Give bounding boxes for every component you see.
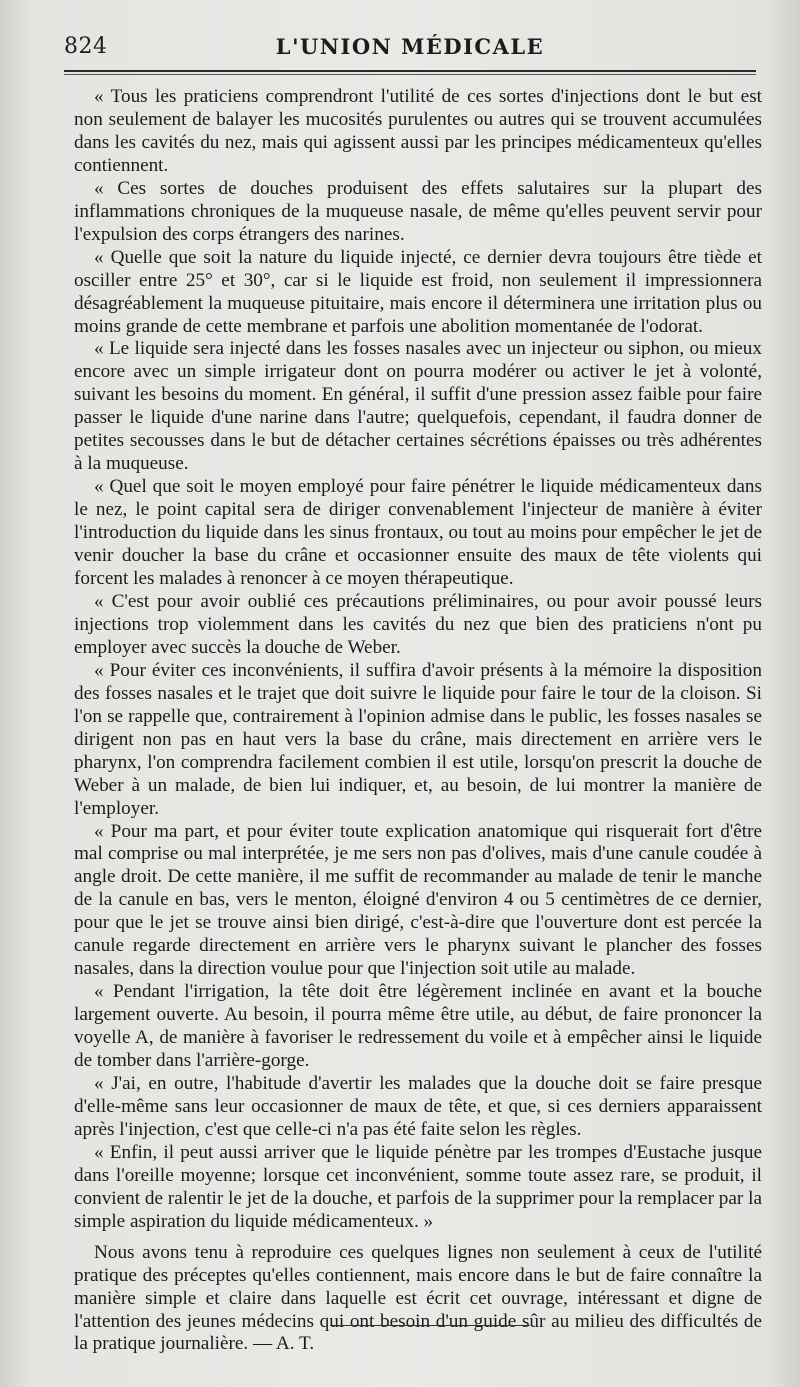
- paragraph-10: « J'ai, en outre, l'habitude d'avertir les malades que la douche doit se faire presque d'elle-même sans leur occasionner de maux de tête, et que, si ces derniers apparaissent après l'injection, c'est que celle-ci n'a pas été faite selon les règles.: [74, 1072, 762, 1140]
- header-rule-thin: [64, 74, 756, 75]
- editor-note: Nous avons tenu à reproduire ces quelques lignes non seulement à ceux de l'utilité pratique des préceptes qu'elles contiennent, mais encore dans le but de faire connaître la manière simple et claire dans laquelle est écrit cet ouvrage, intéressant et digne de l'attention des jeunes médecins qui ont besoin d'un guide sûr au milieu des difficultés de la pratique journalière. — A. T.: [74, 1241, 762, 1355]
- paragraph-4: « Le liquide sera injecté dans les fosses nasales avec un injecteur ou siphon, ou mieux encore avec un simple irrigateur dont on pourra modérer ou activer le jet à volonté, suivant les besoins du moment. En général, il suffit d'une pression assez faible pour faire passer le liquide d'une narine dans l'autre; quelquefois, cependant, il faudra donner de petites secousses dans le but de détacher certaines sécrétions épaisses ou très adhérentes à la muqueuse.: [74, 338, 762, 475]
- paragraph-11: « Enfin, il peut aussi arriver que le liquide pénètre par les trompes d'Eustache jusque dans l'oreille moyenne; lorsque cet inconvénient, somme toute assez rare, se produit, il convient de ralentir le jet de la douche, et parfois de la supprimer pour la remplacer par la simple aspiration du liquide médicamenteux. »: [74, 1141, 762, 1232]
- article-body: [74, 86, 762, 1356]
- paragraph-1: « Tous les praticiens comprendront l'utilité de ces sortes d'injections dont le but est non seulement de balayer les mucosités purulentes ou autres qui se trouvent accumulées dans les cavités du nez, mais qui agissent aussi par les principes médicamenteux qu'elles contiennent.: [74, 86, 762, 176]
- paragraph-5: « Quel que soit le moyen employé pour faire pénétrer le liquide médicamenteux dans le nez, le point capital sera de diriger convenablement l'injecteur de manière à éviter l'introduction du liquide dans les sinus frontaux, ou tout au moins pour empêcher le jet de venir doucher la base du crâne et occasionner ensuite des maux de tête violents qui forcent les malades à renoncer à ce moyen thérapeutique.: [74, 476, 762, 590]
- paragraph-7: « Pour éviter ces inconvénients, il suffira d'avoir présents à la mémoire la disposition des fosses nasales et le trajet que doit suivre le liquide pour faire le tour de la cloison. Si l'on se rappelle que, contrairement à l'opinion admise dans le public, les fosses nasales se dirigent non pas en haut vers la base du crâne, mais directement en arrière vers le pharynx, l'on comprendra facilement combien il est utile, lorsqu'on prescrit la douche de Weber à un malade, de bien lui indiquer, et, au besoin, de lui montrer la manière de l'employer.: [74, 659, 762, 819]
- paragraph-3: « Quelle que soit la nature du liquide injecté, ce dernier devra toujours être tiède et osciller entre 25° et 30°, car si le liquide est froid, non seulement il impressionnera désagréablement la muqueuse pituitaire, mais encore il déterminera une irritation plus ou moins grande de cette membrane et parfois une abolition momentanée de l'odorat.: [74, 246, 762, 337]
- paragraph-2: « Ces sortes de douches produisent des effets salutaires sur la plupart des inflammations chroniques de la muqueuse nasale, de même qu'elles peuvent servir pour l'expulsion des corps étrangers des narines.: [74, 177, 762, 245]
- paragraph-9: « Pendant l'irrigation, la tête doit être légèrement inclinée en avant et la bouche largement ouverte. Au besoin, il pourra même être utile, au début, de faire prononcer la voyelle A, de manière à favoriser le redressement du voile et à empêcher ainsi le liquide de tomber dans l'arrière-gorge.: [74, 981, 762, 1072]
- page-number: 824: [64, 34, 108, 59]
- page-header: [64, 34, 756, 74]
- paragraph-6: « C'est pour avoir oublié ces précautions préliminaires, ou pour avoir poussé leurs injections trop violemment dans les cavités du nez que bien des praticiens n'ont pu employer avec succès la douche de Weber.: [74, 590, 762, 658]
- header-rule: [64, 70, 756, 72]
- end-rule: [330, 1325, 530, 1326]
- paragraph-8: « Pour ma part, et pour éviter toute explication anatomique qui risquerait fort d'être mal comprise ou mal interprétée, je me sers non pas d'olives, mais d'une canule coudée à angle droit. De cette manière, il me suffit de recommander au malade de tenir le manche de la canule en bas, vers le menton, éloigné d'environ 4 ou 5 centimètres de ce dernier, pour que le jet se trouve ainsi bien dirigé, c'est-à-dire que l'ouverture dont est percée la canule regarde directement en arrière vers le pharynx suivant le plancher des fosses nasales, dans la direction voulue pour que l'injection soit utile au malade.: [74, 820, 762, 980]
- running-title: L'UNION MÉDICALE: [275, 34, 545, 59]
